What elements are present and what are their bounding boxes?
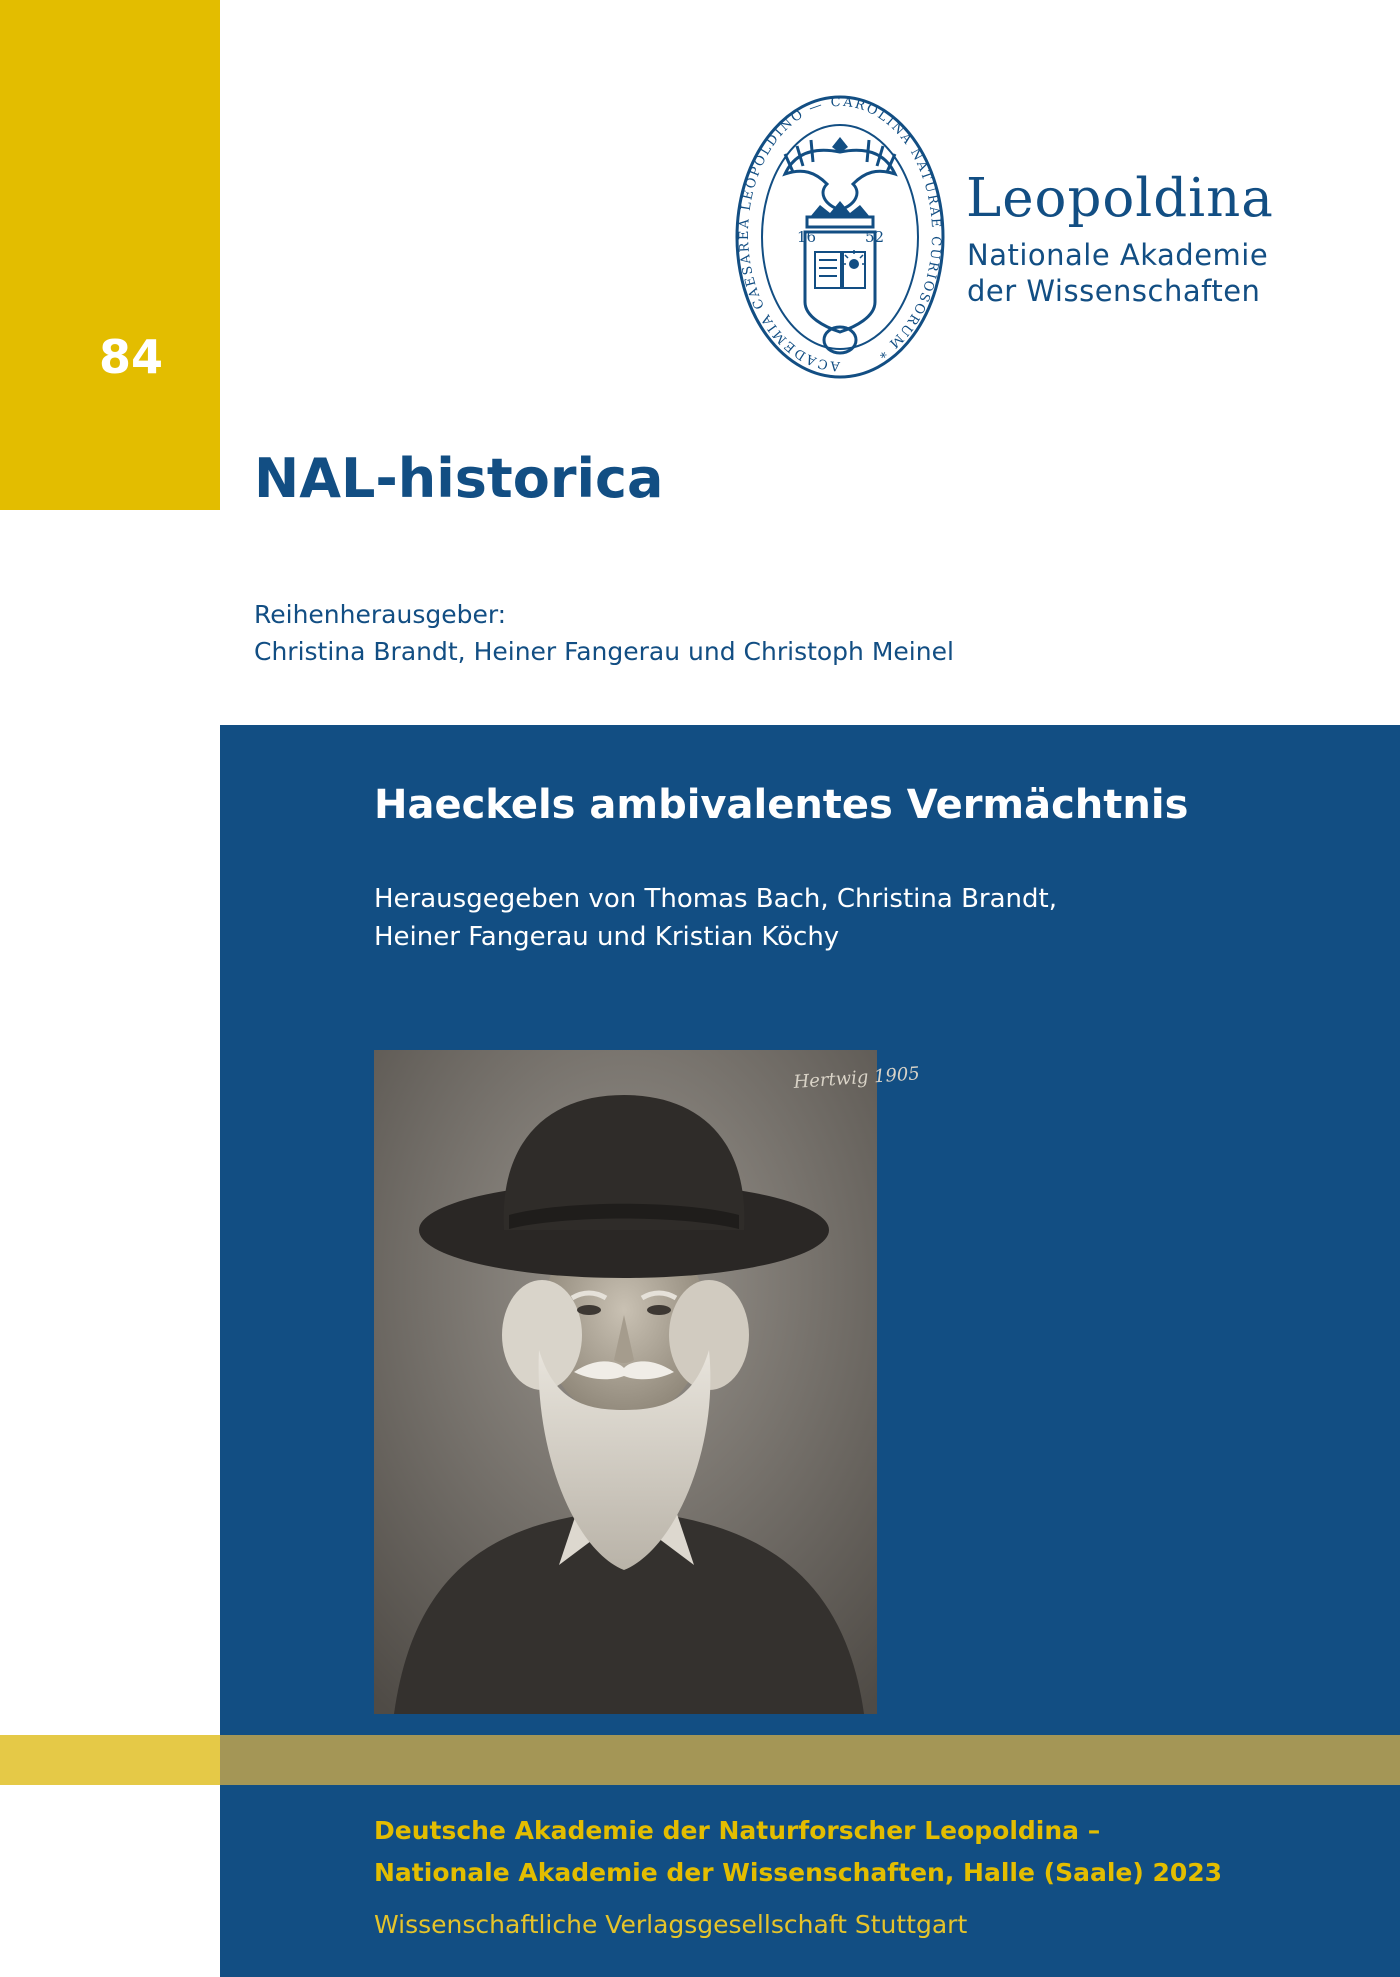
portrait-signature: Hertwig 1905 <box>792 1063 921 1093</box>
portrait-photo <box>374 1050 921 1714</box>
imprint-line3: Wissenschaftliche Verlagsgesellschaft Stuttgart <box>374 1910 968 1939</box>
book-editors-line1: Herausgegeben von Thomas Bach, Christina Brandt, <box>374 884 1057 914</box>
logo-subtitle-line1: Nationale Akademie <box>967 238 1269 272</box>
logo-subtitle-line2: der Wissenschaften <box>967 274 1261 308</box>
seal-ring-text: ACADEMIA CAESAREA LEOPOLDINO — CAROLINA NATURAE CURIOSORUM * <box>737 94 944 374</box>
series-color-band <box>0 0 220 510</box>
stripe-left <box>0 1735 220 1785</box>
imprint-line1: Deutsche Akademie der Naturforscher Leopoldina – <box>374 1816 1101 1845</box>
seal-year-right: 52 <box>865 228 885 246</box>
series-editors-label: Reihenherausgeber: <box>254 600 507 629</box>
book-title: Haeckels ambivalentes Vermächtnis <box>374 782 1189 828</box>
series-title: NAL-historica <box>254 447 664 510</box>
book-editors-line2: Heiner Fangerau und Kristian Köchy <box>374 922 840 952</box>
stripe-right <box>220 1735 1400 1785</box>
series-number: 84 <box>98 330 163 384</box>
leopoldina-seal-logo <box>735 92 945 382</box>
logo-title: Leopoldina <box>966 168 1274 229</box>
imprint-line2: Nationale Akademie der Wissenschaften, Halle (Saale) 2023 <box>374 1858 1223 1887</box>
seal-year-left: 16 <box>797 228 817 246</box>
series-editors-names: Christina Brandt, Heiner Fangerau und Christoph Meinel <box>254 637 954 666</box>
